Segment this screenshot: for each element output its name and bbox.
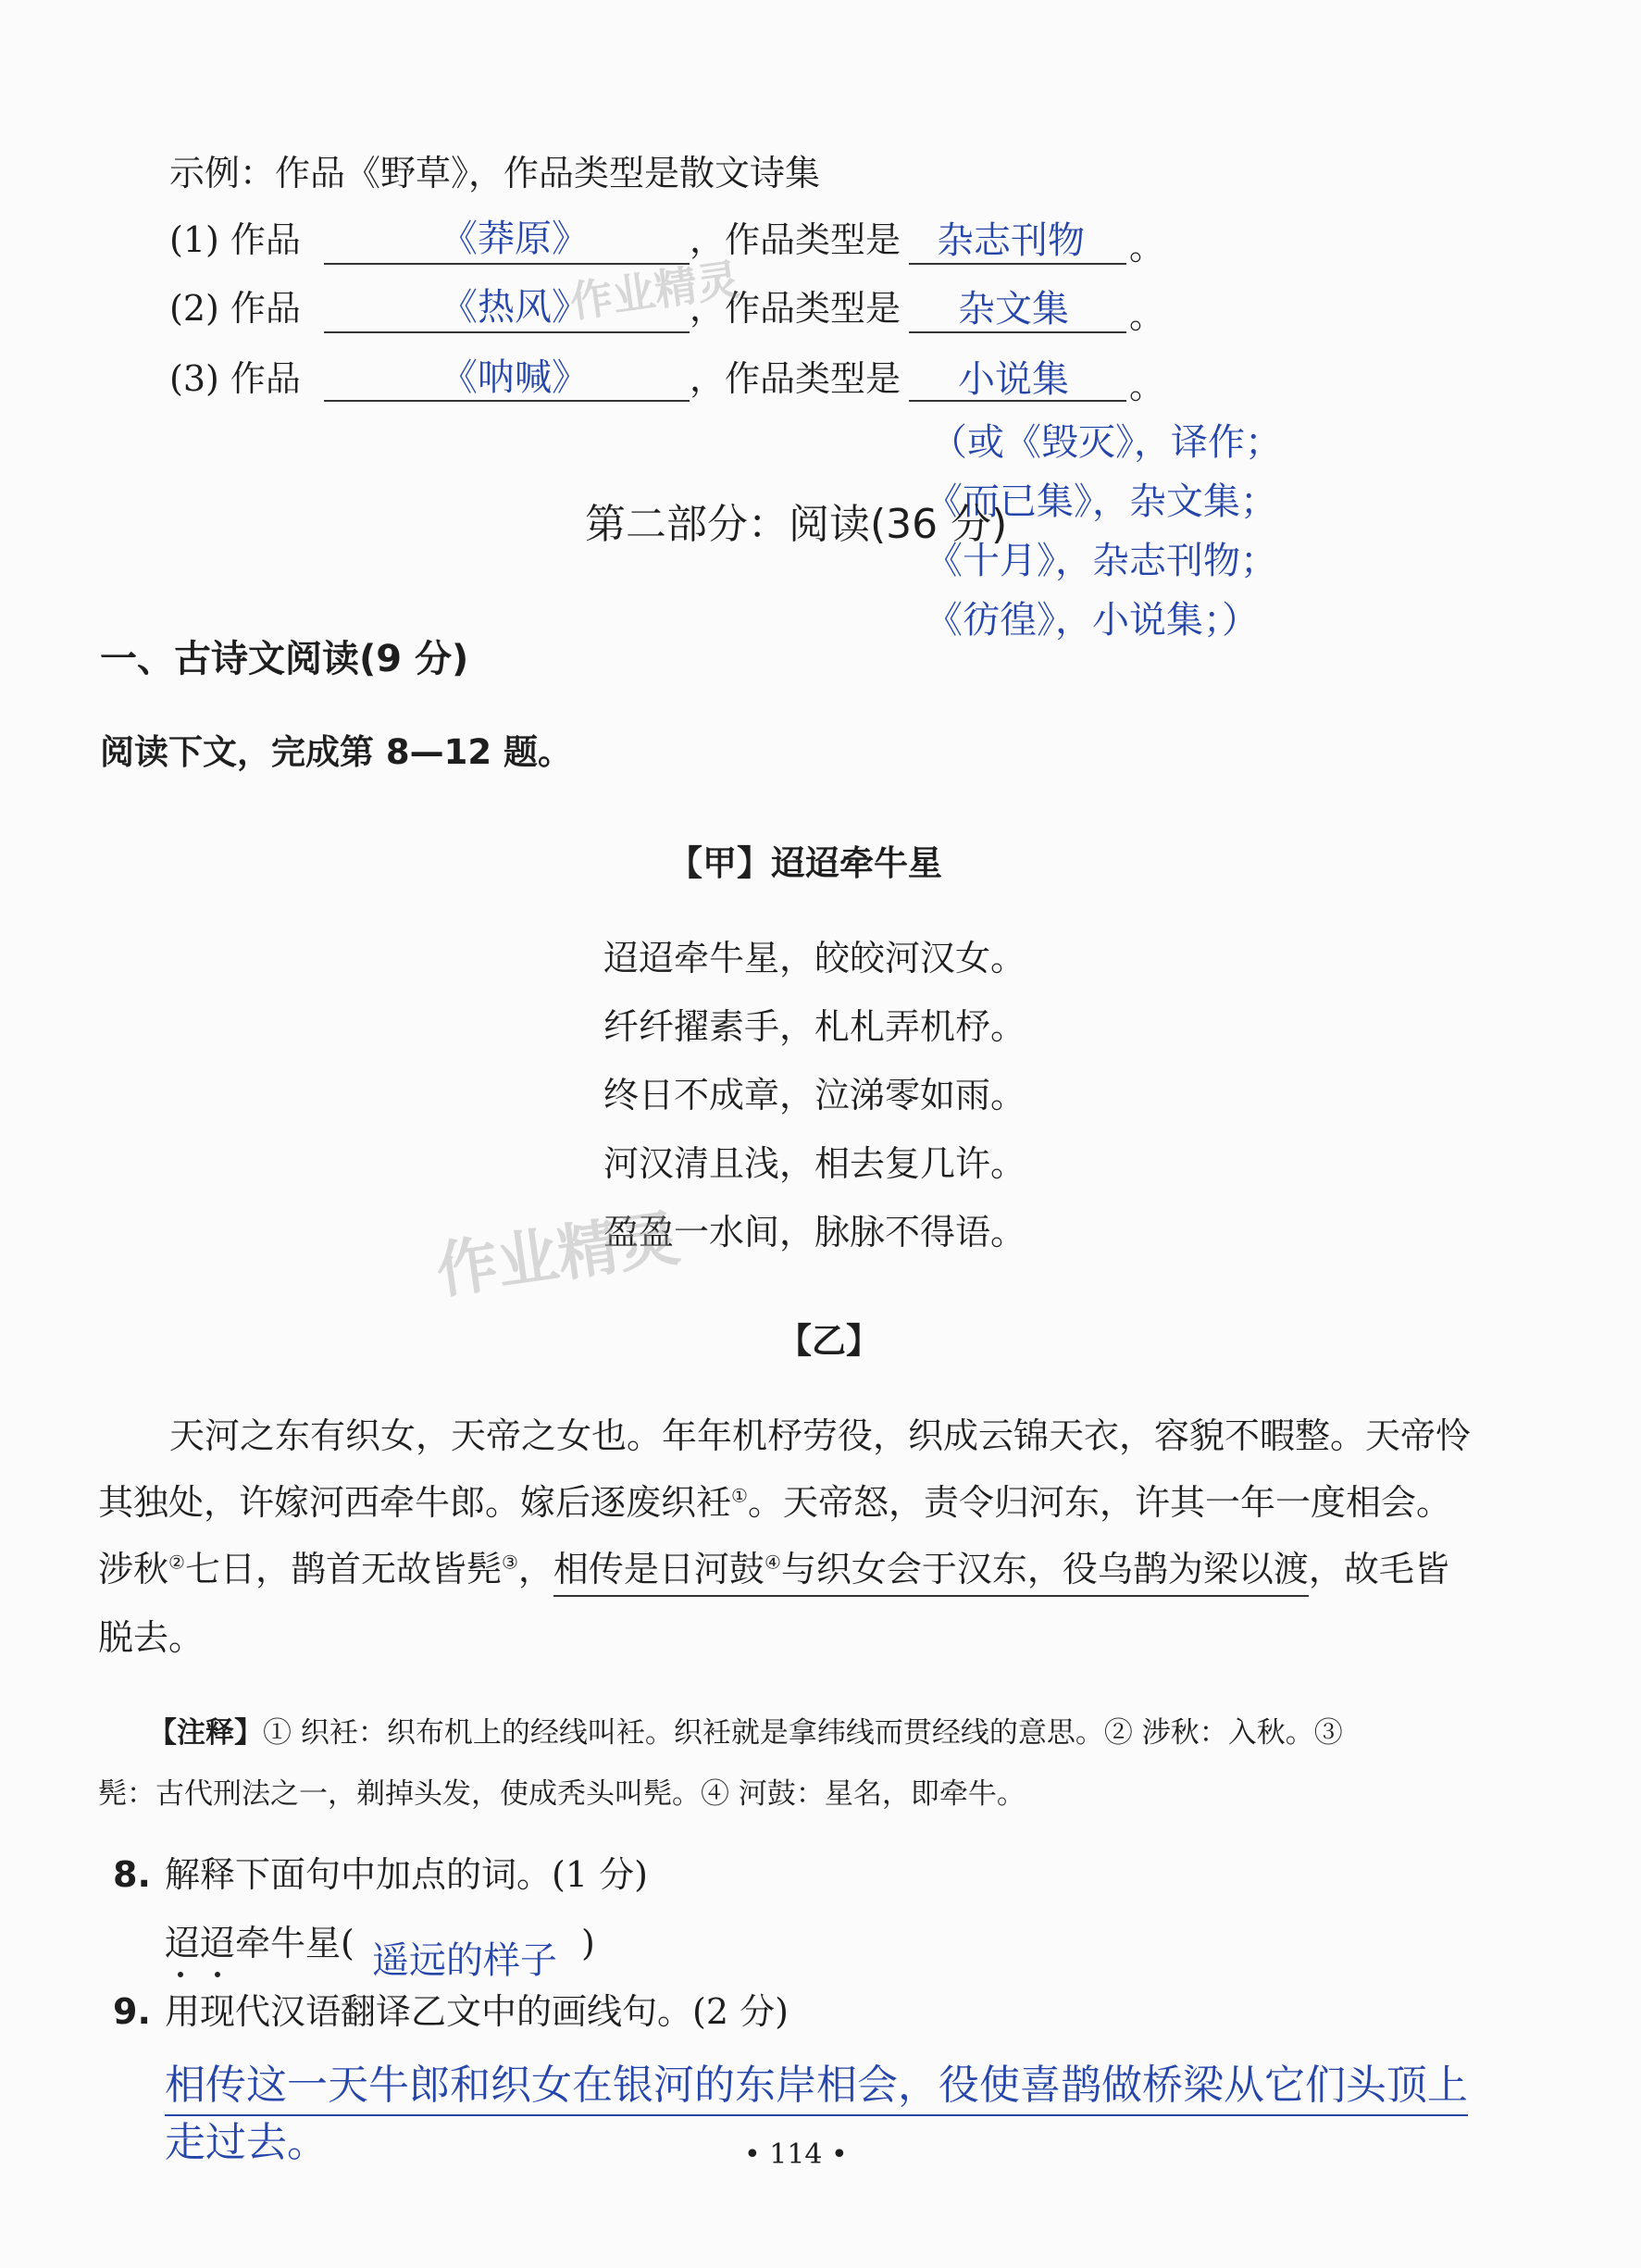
item-3-type-answer: 小说集	[958, 358, 1069, 401]
q8-text: 解释下面句中加点的词。(1 分)	[165, 1854, 648, 1895]
underlined-sentence	[553, 1549, 1309, 1597]
q9-answer-line-1: 相传这一天牛郎和织女在银河的东岸相会，役使喜鹊做桥梁从它们头顶上	[165, 2051, 1468, 2116]
poem-line-5: 盈盈一水间，脉脉不得语。	[603, 1212, 1026, 1252]
prose-line-2-text-a: 其独处，许嫁河西牵牛郎。嫁后逐废织衽	[98, 1482, 732, 1523]
alternative-answer-2: 《而已集》，杂文集；	[926, 480, 1277, 523]
item-3-number: (3) 作品	[169, 358, 301, 399]
item-1-type-answer: 杂志刊物	[937, 219, 1085, 262]
footnote-marker-4: ④	[764, 1551, 781, 1574]
underlined-text-a: 相传是日河鼓	[553, 1549, 765, 1589]
prose-line-1: 天河之东有织女，天帝之女也。年年机杼劳役，织成云锦天衣，容貌不暇整。天帝怜	[169, 1415, 1472, 1456]
alternative-answer-3: 《十月》，杂志刊物；	[926, 540, 1277, 582]
notes-line-2: 髡：古代刑法之一，剃掉头发，使成秃头叫髡。④ 河鼓：星名，即牵牛。	[98, 1777, 1026, 1811]
instruction: 阅读下文，完成第 8—12 题。	[100, 732, 572, 772]
poem-title: 【甲】迢迢牵牛星	[668, 843, 942, 883]
q8-number: 8.	[113, 1854, 151, 1895]
prose-line-3	[98, 1551, 1449, 1587]
page-number: • 114 •	[744, 2138, 848, 2171]
notes-line-1	[148, 1709, 1343, 1751]
item-2-work-blank	[324, 331, 690, 333]
underlined-text-b: 与织女会于汉东，役乌鹊为梁以渡	[780, 1549, 1309, 1589]
alternative-answer-4: 《彷徨》，小说集；）	[926, 599, 1259, 642]
prose-line-3-text-f: ，故毛皆	[1308, 1549, 1449, 1589]
item-1-mid: ，作品类型是	[690, 219, 901, 260]
notes-text-1: ① 织衽：织布机上的经线叫衽。织衽就是拿纬线而贯经线的意思。② 涉秋：入秋。③	[263, 1716, 1343, 1750]
item-2-mid: ，作品类型是	[690, 288, 901, 329]
item-2-number: (2) 作品	[169, 288, 301, 329]
item-1-work-answer: 《莽原》	[441, 218, 589, 260]
alternative-answer-1: （或《毁灭》，译作；	[930, 421, 1282, 464]
emphasis-dot-2	[215, 1972, 220, 1977]
q9-answer-line-2: 走过去。	[165, 2119, 328, 2166]
poem-line-4: 河汉清且浅，相去复几许。	[603, 1143, 1026, 1184]
watermark-top: 作业精灵	[566, 254, 743, 328]
prose-line-3-text-a: 涉秋	[98, 1549, 169, 1589]
item-2-end: 。	[1129, 295, 1165, 336]
prose-line-3-text-c: ，	[517, 1549, 553, 1589]
footnote-marker-3: ③	[501, 1551, 518, 1574]
footnote-marker-1: ①	[731, 1484, 748, 1507]
prose-line-2-text-b: 。天帝怒，责令归河东，许其一年一度相会。	[747, 1482, 1451, 1523]
prose-title: 【乙】	[777, 1321, 880, 1361]
footnote-marker-2: ②	[168, 1551, 185, 1574]
q8-close-paren: )	[581, 1923, 595, 1963]
notes-label: 【注释】	[148, 1716, 263, 1750]
item-2-work-answer: 《热风》	[441, 286, 589, 329]
section-title: 一、古诗文阅读(9 分)	[100, 638, 469, 680]
prose-line-3-text-b: 七日，鹊首无故皆髡	[184, 1549, 502, 1589]
item-1-number: (1) 作品	[169, 219, 301, 260]
example-line: 示例：作品《野草》，作品类型是散文诗集	[169, 153, 821, 193]
item-3-work-answer: 《呐喊》	[441, 356, 589, 399]
prose-line-2	[98, 1482, 1451, 1523]
prose-line-4: 脱去。	[98, 1617, 205, 1658]
poem-line-3: 终日不成章，泣涕零如雨。	[603, 1075, 1026, 1115]
item-2-type-answer: 杂文集	[958, 288, 1069, 330]
item-3-mid: ，作品类型是	[690, 358, 901, 399]
q8-answer: 遥远的样子	[372, 1939, 557, 1982]
poem-line-2: 纤纤擢素手，札札弄机杼。	[603, 1006, 1026, 1047]
item-3-end: 。	[1129, 366, 1165, 406]
q9-text: 用现代汉语翻译乙文中的画线句。(2 分)	[165, 1991, 789, 2032]
emphasis-dot-1	[178, 1972, 183, 1977]
watermark-middle: 作业精灵	[431, 1202, 684, 1307]
poem-line-1: 迢迢牵牛星，皎皎河汉女。	[603, 938, 1026, 978]
q9-number: 9.	[113, 1991, 151, 2032]
item-1-end: 。	[1129, 227, 1165, 268]
q8-phrase: 迢迢牵牛星(	[165, 1923, 354, 1963]
part-title: 第二部分：阅读(36 分)	[585, 501, 1008, 548]
